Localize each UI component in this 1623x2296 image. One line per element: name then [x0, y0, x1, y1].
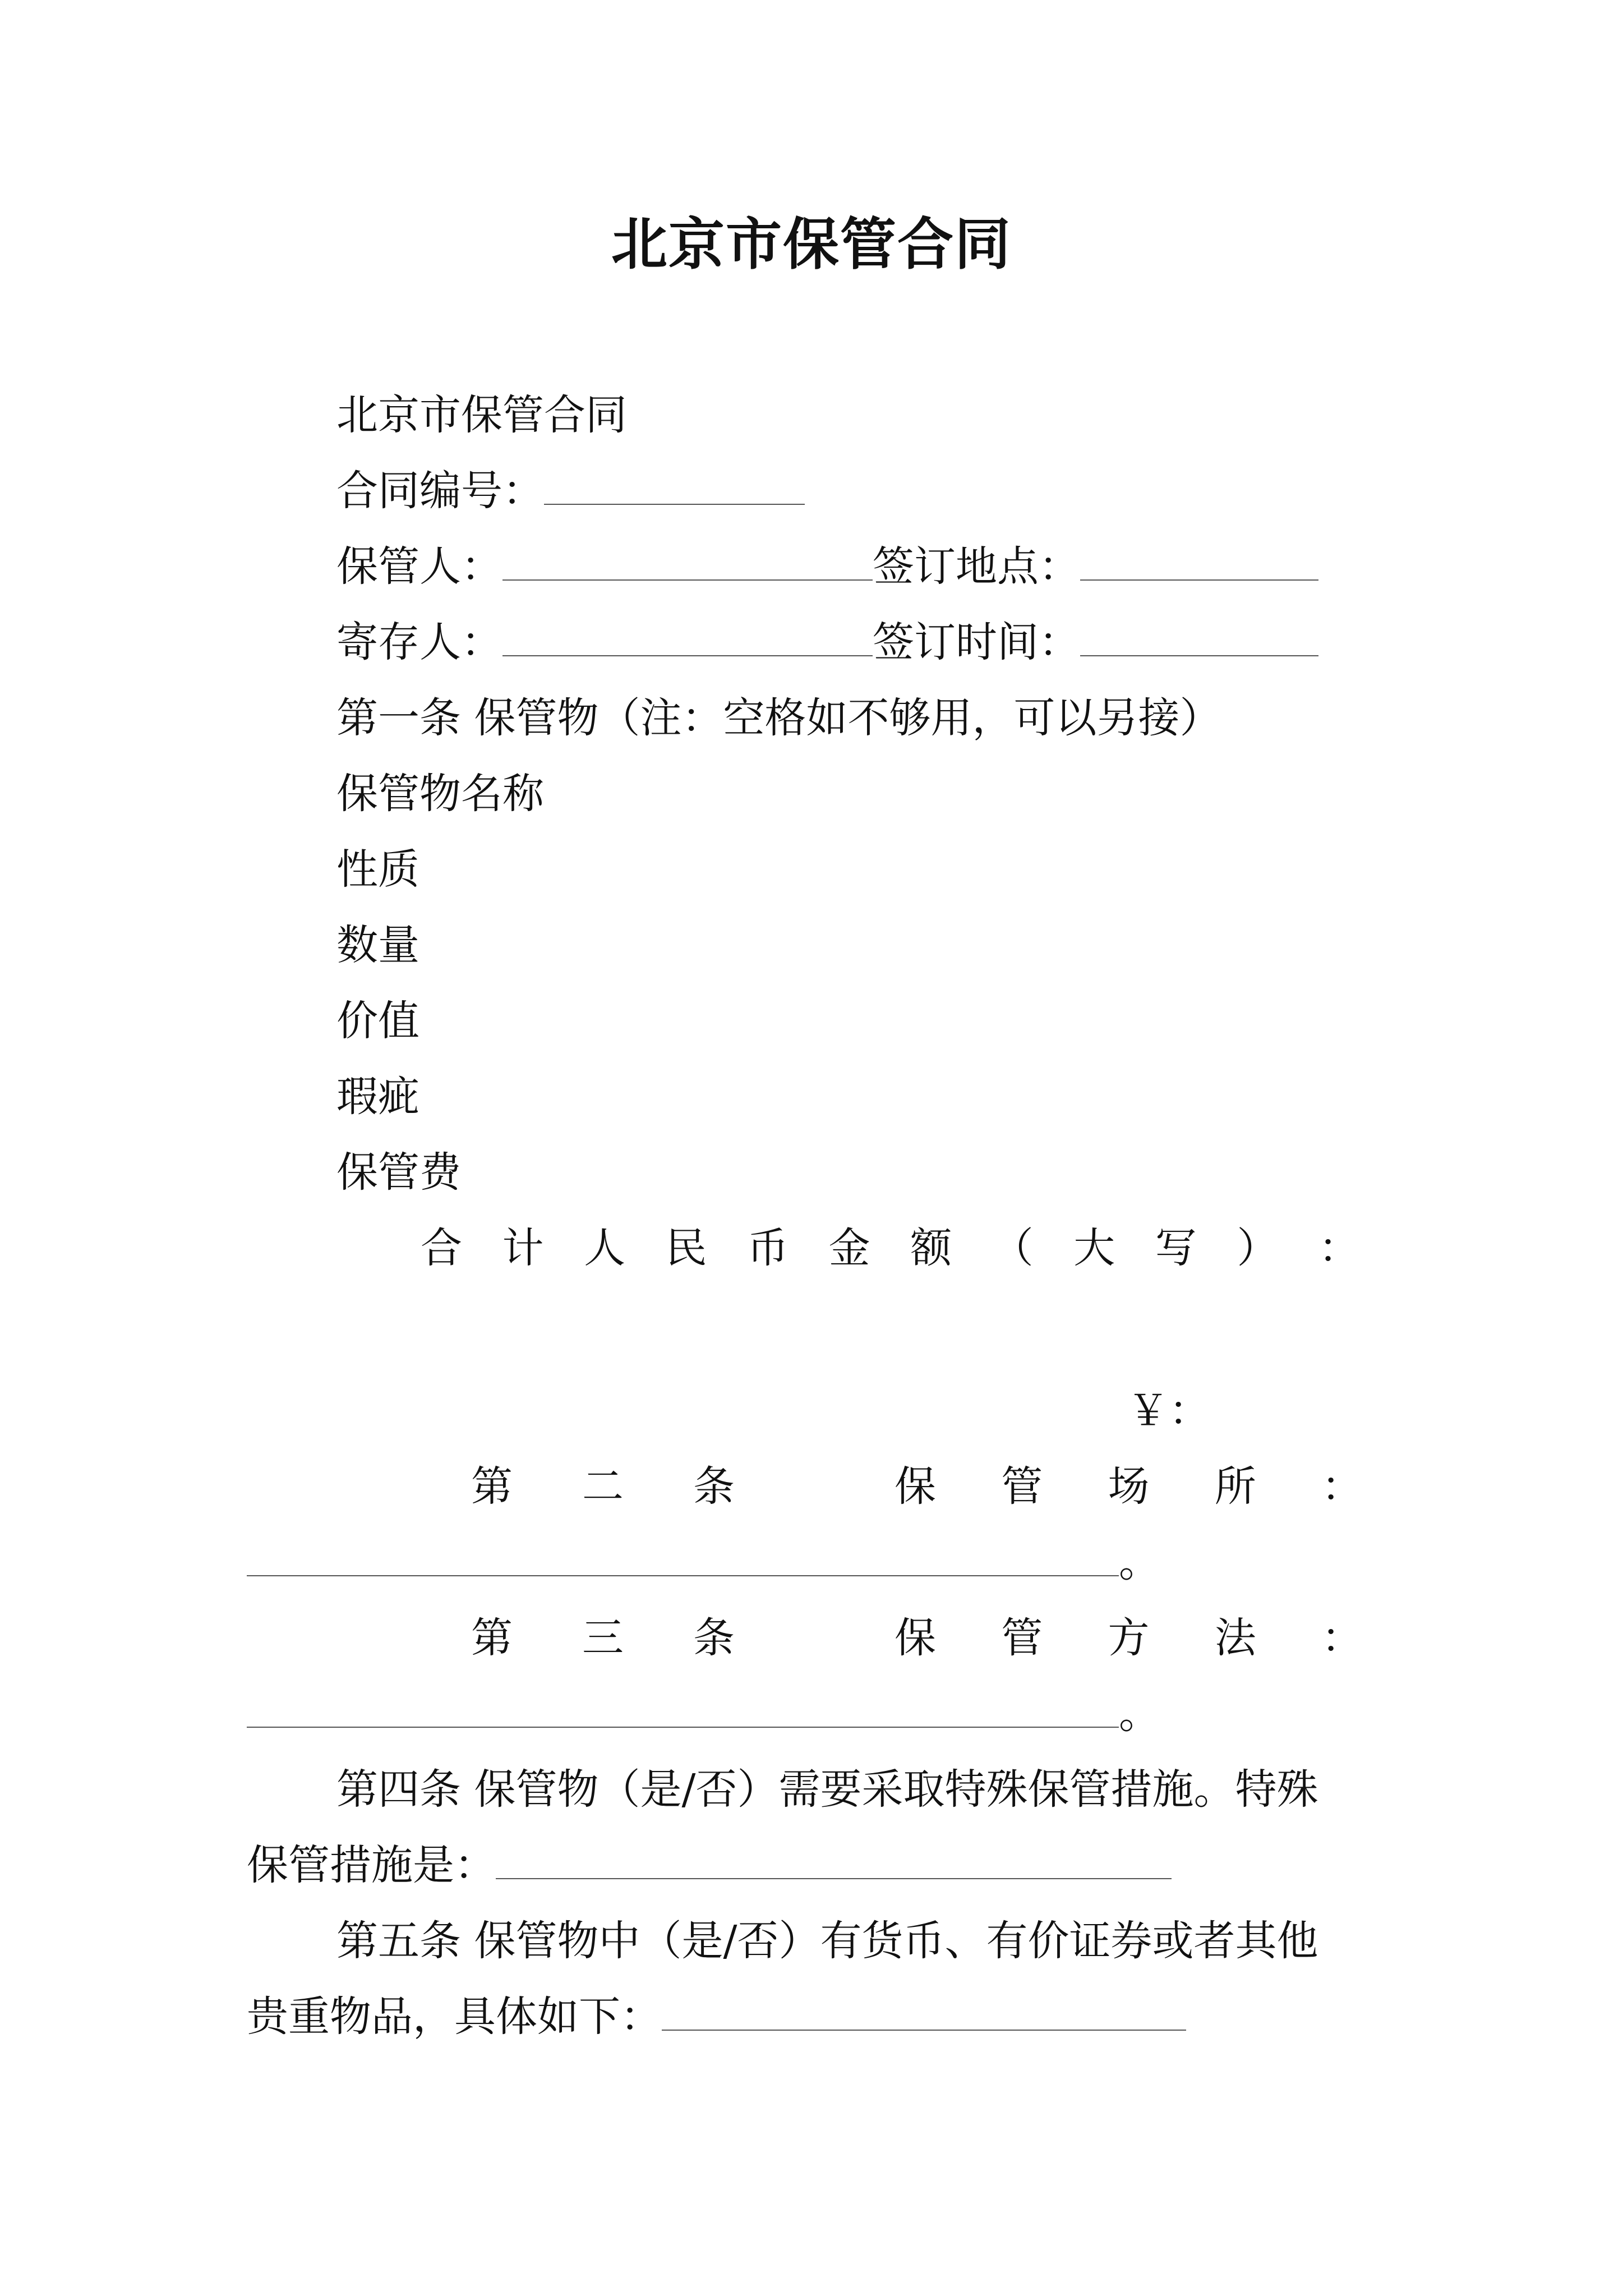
- article-2-char: 第: [471, 1462, 513, 1511]
- valuables-label: 贵重物品，具体如下：: [247, 1993, 662, 2041]
- total-char: 写: [1155, 1224, 1197, 1272]
- total-char: 币: [747, 1224, 789, 1272]
- total-char: ）: [1237, 1224, 1279, 1272]
- sign-place-label: 签订地点：: [873, 542, 1080, 591]
- sign-place-blank[interactable]: [1080, 545, 1318, 581]
- article-3-char: 方: [1108, 1614, 1150, 1662]
- article-3-char: 法: [1214, 1614, 1256, 1662]
- period: 。: [1119, 1690, 1160, 1738]
- contract-number-blank[interactable]: [544, 469, 805, 505]
- article-2-char: 保: [895, 1462, 936, 1511]
- article-3-char: 保: [895, 1614, 936, 1662]
- article-3-char: 条: [693, 1614, 735, 1662]
- sign-time-blank[interactable]: [1080, 620, 1318, 656]
- storage-place-blank[interactable]: [247, 1540, 1119, 1576]
- article-2-char: 所: [1214, 1462, 1256, 1511]
- contract-number-label: 合同编号：: [336, 467, 544, 515]
- total-char: 计: [502, 1224, 544, 1272]
- article-2-blank-line: [247, 1534, 1160, 1590]
- special-measures-blank[interactable]: [496, 1843, 1172, 1879]
- article-3-char: 管: [1001, 1614, 1043, 1662]
- custodian-blank[interactable]: [502, 545, 873, 581]
- total-char: 人: [584, 1224, 626, 1272]
- article-2-char: ：: [1321, 1462, 1363, 1511]
- custodian-line: [336, 539, 1318, 595]
- article-3-char: ：: [1321, 1614, 1363, 1662]
- article-5-line-1: 第五条 保管物中（是/否）有货币、有价证券或者其他: [336, 1917, 1318, 1965]
- item-value-label: 价值: [336, 997, 419, 1045]
- item-fee-label: 保管费: [336, 1148, 461, 1197]
- article-2-char: 二: [582, 1462, 624, 1511]
- item-nature-label: 性质: [336, 845, 419, 894]
- total-char: （: [992, 1224, 1034, 1272]
- total-char: 民: [665, 1224, 707, 1272]
- total-amount-line: [421, 1220, 1360, 1276]
- item-quantity-label: 数量: [336, 921, 419, 969]
- depositor-blank[interactable]: [502, 620, 873, 656]
- article-2-char: 场: [1108, 1462, 1150, 1511]
- article-3-char: 第: [471, 1614, 513, 1662]
- custodian-label: 保管人：: [336, 542, 502, 591]
- article-3-line: [471, 1610, 1363, 1666]
- article-5-line-2: [247, 1989, 1186, 2045]
- depositor-label: 寄存人：: [336, 618, 502, 666]
- total-char: 额: [910, 1224, 952, 1272]
- item-name-label: 保管物名称: [336, 770, 544, 818]
- article-3-char: 三: [582, 1614, 624, 1662]
- valuables-blank[interactable]: [662, 1995, 1186, 2031]
- document-title: 北京市保管合同: [611, 211, 1012, 277]
- article-4-line-1: 第四条 保管物（是/否）需要采取特殊保管措施。特殊: [336, 1765, 1318, 1814]
- period: 。: [1119, 1538, 1160, 1586]
- total-char: 合: [421, 1224, 462, 1272]
- contract-number-line: [336, 463, 805, 519]
- storage-method-blank[interactable]: [247, 1692, 1119, 1728]
- article-2-char: 条: [693, 1462, 735, 1511]
- yen-amount-label: ￥：: [1127, 1387, 1210, 1435]
- total-char: 金: [828, 1224, 870, 1272]
- article-1-heading: 第一条 保管物（注：空格如不够用，可以另接）: [336, 694, 1221, 742]
- article-4-line-2: [247, 1837, 1172, 1893]
- article-2-line: [471, 1458, 1363, 1515]
- special-measures-label: 保管措施是：: [247, 1841, 496, 1889]
- item-defect-label: 瑕疵: [336, 1073, 419, 1121]
- total-char: 大: [1073, 1224, 1115, 1272]
- article-2-char: 管: [1001, 1462, 1043, 1511]
- depositor-line: [336, 614, 1318, 670]
- contract-subtitle: 北京市保管合同: [336, 391, 627, 439]
- article-3-blank-line: [247, 1686, 1160, 1742]
- total-char: ：: [1318, 1224, 1360, 1272]
- sign-time-label: 签订时间：: [873, 618, 1080, 666]
